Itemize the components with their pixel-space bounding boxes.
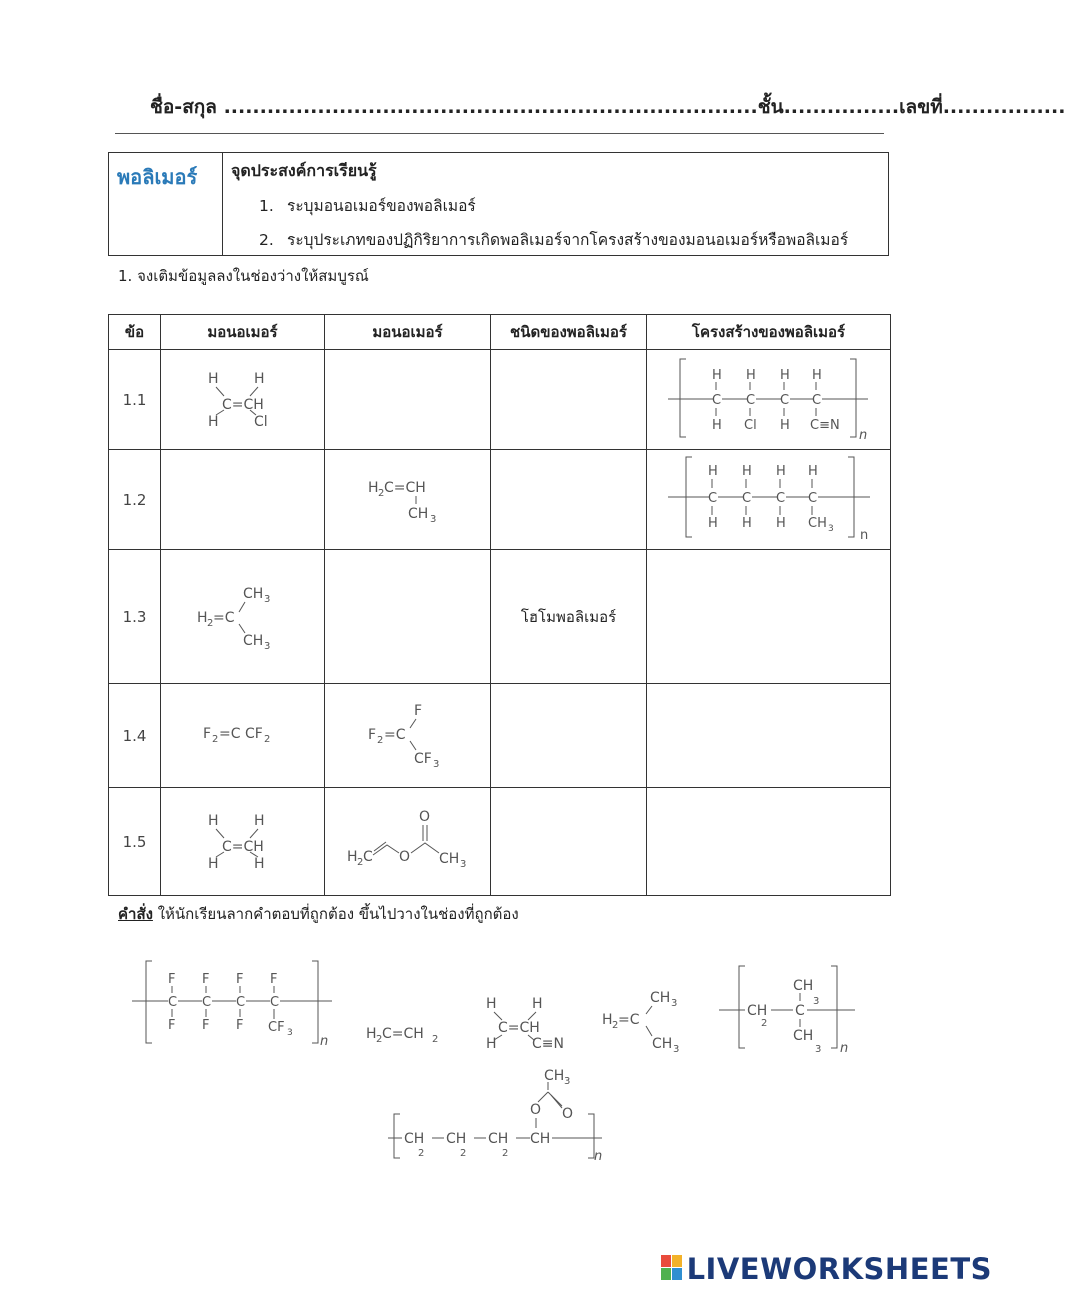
polymer-structure-1-1 (664, 353, 874, 443)
svg-text:F: F (367, 726, 376, 743)
svg-text:O: O (562, 1106, 574, 1122)
answer-ethylene[interactable] (362, 1018, 452, 1048)
svg-text:H: H (207, 370, 219, 387)
svg-text:C=CH: C=CH (221, 838, 264, 855)
svg-text:H: H (741, 515, 752, 531)
svg-text:C: C (811, 392, 821, 408)
svg-text:F: F (413, 702, 422, 719)
svg-text:3: 3 (673, 1044, 680, 1055)
monomer-2-blank[interactable] (325, 550, 491, 684)
svg-text:2: 2 (376, 734, 383, 746)
svg-text:C≡N: C≡N (809, 417, 840, 433)
objective-item: 1. ระบุมอนอเมอร์ของพอลิเมอร์ (259, 197, 476, 215)
monomer-1-cell (161, 550, 325, 684)
svg-text:CH: CH (793, 1028, 814, 1044)
svg-text:2: 2 (460, 1148, 467, 1159)
svg-text:H: H (366, 1026, 377, 1042)
svg-text:H: H (775, 463, 786, 479)
svg-text:2: 2 (356, 856, 363, 868)
svg-text:3: 3 (564, 1076, 571, 1087)
table-row (109, 788, 891, 896)
header-monomer-2: มอนอเมอร์ (325, 315, 491, 350)
svg-text:Cl: Cl (743, 417, 757, 433)
ethylene-structure (198, 805, 288, 875)
svg-text:C≡N: C≡N (532, 1036, 564, 1052)
monomer-1-blank[interactable] (161, 450, 325, 550)
monomer-1-cell (161, 788, 325, 896)
brand-text: LIVEWORKSHEETS (686, 1252, 992, 1286)
svg-text:F: F (202, 1018, 210, 1033)
isobutylene-structure (193, 580, 293, 650)
polymer-type-blank[interactable] (491, 788, 647, 896)
polymer-structure-cell (647, 450, 891, 550)
svg-text:H: H (707, 463, 718, 479)
svg-text:H: H (486, 1036, 497, 1052)
svg-text:H: H (486, 996, 497, 1012)
polymer-structure-cell (647, 350, 891, 450)
svg-text:C: C (202, 995, 212, 1010)
svg-text:H: H (367, 479, 379, 496)
svg-text:C: C (236, 995, 246, 1010)
svg-text:CH: CH (446, 1131, 467, 1147)
student-info-line (150, 92, 1065, 122)
row-number: 1.2 (109, 450, 161, 550)
svg-text:3: 3 (263, 640, 270, 652)
svg-text:CF: CF (244, 725, 263, 742)
svg-text:3: 3 (815, 1044, 822, 1055)
svg-text:n: n (859, 527, 868, 543)
row-number: 1.5 (109, 788, 161, 896)
svg-text:F: F (270, 972, 278, 987)
svg-text:C: C (795, 1003, 805, 1019)
monomer-2-cell (325, 684, 491, 788)
polymer-structure-blank[interactable] (647, 788, 891, 896)
class-label: ชั้น (757, 96, 784, 118)
svg-text:2: 2 (612, 1020, 619, 1031)
svg-text:C: C (741, 490, 751, 506)
svg-text:H: H (779, 367, 790, 383)
objective-item: 2. ระบุประเภทของปฏิกิริยาการเกิดพอลิเมอร์จากโครงสร้างของมอนอเมอร์หรือพอลิเมอร์ (259, 231, 849, 249)
svg-text:H: H (811, 367, 822, 383)
vinyl-chloride-structure (198, 363, 288, 433)
svg-text:C: C (270, 995, 280, 1010)
answer-acrylonitrile[interactable] (482, 990, 572, 1060)
answer-ptfe-polymer[interactable] (128, 955, 338, 1050)
polymer-type-blank[interactable] (491, 350, 647, 450)
answer-isobutylene[interactable] (598, 982, 698, 1057)
monomer-2-blank[interactable] (325, 350, 491, 450)
number-field[interactable]: ................. (942, 96, 1065, 118)
svg-text:H: H (346, 848, 358, 865)
svg-text:C=CH: C=CH (382, 1026, 424, 1042)
monomer-1-cell (161, 684, 325, 788)
svg-text:3: 3 (429, 513, 436, 525)
question-1-text: 1. จงเติมข้อมูลลงในช่องว่างให้สมบูรณ์ (118, 267, 369, 285)
svg-text:CH: CH (652, 1036, 673, 1052)
monomer-2-cell (325, 788, 491, 896)
objectives-box (108, 152, 889, 256)
svg-text:O: O (398, 848, 410, 865)
subject-cell (109, 153, 223, 255)
answer-polyvinyl-acetate[interactable] (388, 1066, 618, 1166)
svg-text:C=CH: C=CH (498, 1020, 540, 1036)
header-number: ข้อ (109, 315, 161, 350)
svg-text:n: n (594, 1149, 603, 1164)
polymer-type-blank[interactable] (491, 450, 647, 550)
header-monomer-1: มอนอเมอร์ (161, 315, 325, 350)
svg-text:3: 3 (813, 996, 820, 1007)
svg-text:3: 3 (827, 523, 834, 534)
name-label: ชื่อ-สกุล (150, 96, 217, 118)
svg-text:2: 2 (502, 1148, 509, 1159)
svg-text:=C: =C (618, 1012, 640, 1028)
instruction-text: ให้นักเรียนลากคำตอบที่ถูกต้อง ขึ้นไปวางในช่องที่ถูกต้อง (152, 905, 519, 923)
polymer-type-cell: โฮโมพอลิเมอร์ (491, 550, 647, 684)
svg-text:n: n (858, 427, 867, 443)
svg-text:2: 2 (418, 1148, 425, 1159)
svg-text:2: 2 (377, 487, 384, 499)
svg-text:CH: CH (404, 1131, 425, 1147)
table-row (109, 350, 891, 450)
propene-structure (358, 468, 458, 528)
svg-text:CH: CH (242, 632, 263, 649)
liveworksheets-icon (661, 1254, 683, 1288)
vinyl-acetate-structure (343, 805, 473, 875)
svg-text:CH: CH (747, 1003, 768, 1019)
drag-instruction (118, 902, 519, 926)
svg-text:C=CH: C=CH (221, 396, 264, 413)
svg-text:H: H (741, 463, 752, 479)
svg-text:F: F (236, 1018, 244, 1033)
row-number: 1.4 (109, 684, 161, 788)
svg-text:H: H (196, 609, 208, 626)
svg-text:3: 3 (263, 593, 270, 605)
svg-text:C: C (362, 848, 373, 865)
svg-text:F: F (168, 972, 176, 987)
svg-text:CH: CH (530, 1131, 551, 1147)
svg-text:F: F (202, 725, 211, 742)
svg-text:2: 2 (211, 733, 218, 745)
svg-text:=C: =C (218, 725, 241, 742)
svg-text:CH: CH (544, 1068, 565, 1084)
polymer-structure-blank[interactable] (647, 550, 891, 684)
svg-text:C: C (711, 392, 721, 408)
name-field[interactable]: .......................................................................... (223, 96, 758, 118)
svg-text:H: H (532, 996, 543, 1012)
svg-text:H: H (711, 417, 722, 433)
svg-text:O: O (530, 1102, 542, 1118)
svg-text:=C: =C (212, 609, 235, 626)
svg-text:2: 2 (376, 1034, 383, 1045)
svg-text:C: C (779, 392, 789, 408)
svg-text:F: F (236, 972, 244, 987)
svg-text:C=CH: C=CH (383, 479, 426, 496)
svg-text:F: F (202, 972, 210, 987)
monomer-2-cell (325, 450, 491, 550)
svg-text:C: C (168, 995, 178, 1010)
table-row (109, 684, 891, 788)
header-polymer-type: ชนิดของพอลิเมอร์ (491, 315, 647, 350)
svg-text:2: 2 (432, 1034, 439, 1045)
svg-text:H: H (207, 413, 219, 430)
svg-text:CH: CH (650, 990, 671, 1006)
svg-text:H: H (745, 367, 756, 383)
svg-text:CH: CH (807, 515, 827, 531)
svg-text:H: H (253, 812, 265, 829)
svg-text:Cl: Cl (253, 413, 268, 430)
svg-text:n: n (840, 1041, 849, 1056)
svg-text:C: C (775, 490, 785, 506)
svg-text:2: 2 (206, 617, 213, 629)
svg-text:H: H (775, 515, 786, 531)
polymer-structure-1-2 (664, 453, 874, 543)
liveworksheets-logo (661, 1252, 992, 1288)
row-number: 1.3 (109, 550, 161, 684)
instruction-label: คำสั่ง (118, 905, 153, 923)
svg-text:H: H (207, 855, 219, 872)
svg-text:H: H (253, 370, 265, 387)
svg-text:H: H (807, 463, 818, 479)
svg-text:O: O (418, 808, 430, 825)
table-row (109, 550, 891, 684)
svg-text:CF: CF (413, 750, 432, 767)
svg-text:CH: CH (793, 978, 814, 994)
svg-text:3: 3 (287, 1028, 293, 1038)
polymer-type-blank[interactable] (491, 684, 647, 788)
svg-text:CH: CH (407, 505, 428, 522)
svg-text:H: H (707, 515, 718, 531)
svg-text:CH: CH (438, 850, 459, 867)
polymer-table (108, 314, 891, 896)
svg-text:3: 3 (459, 858, 466, 870)
answer-polyisobutylene[interactable] (715, 960, 865, 1060)
svg-text:CH: CH (488, 1131, 509, 1147)
svg-text:3: 3 (671, 998, 678, 1009)
header-polymer-structure: โครงสร้างของพอลิเมอร์ (647, 315, 891, 350)
objectives-heading: จุดประสงค์การเรียนรู้ (231, 161, 377, 180)
class-field[interactable]: ................ (783, 96, 900, 118)
row-number: 1.1 (109, 350, 161, 450)
hexafluoropropylene-structure (358, 699, 458, 769)
table-row (109, 450, 891, 550)
svg-text:H: H (253, 855, 265, 872)
svg-text:2: 2 (761, 1018, 768, 1029)
number-label: เลขที่ (899, 96, 943, 118)
svg-text:n: n (320, 1034, 329, 1049)
header-divider (115, 133, 884, 134)
svg-text:=C: =C (383, 726, 406, 743)
svg-text:C: C (707, 490, 717, 506)
svg-text:C: C (807, 490, 817, 506)
polymer-structure-blank[interactable] (647, 684, 891, 788)
subject-title: พอลิเมอร์ (117, 165, 198, 189)
monomer-1-cell (161, 350, 325, 450)
svg-text:C: C (745, 392, 755, 408)
tetrafluoroethylene-structure (193, 714, 293, 754)
svg-text:CH: CH (242, 585, 263, 602)
svg-text:H: H (711, 367, 722, 383)
svg-text:3: 3 (432, 758, 439, 770)
svg-text:F: F (168, 1018, 176, 1033)
svg-text:H: H (207, 812, 219, 829)
svg-text:2: 2 (263, 733, 270, 745)
svg-text:H: H (602, 1012, 613, 1028)
svg-text:CF: CF (268, 1020, 285, 1035)
svg-text:H: H (779, 417, 790, 433)
